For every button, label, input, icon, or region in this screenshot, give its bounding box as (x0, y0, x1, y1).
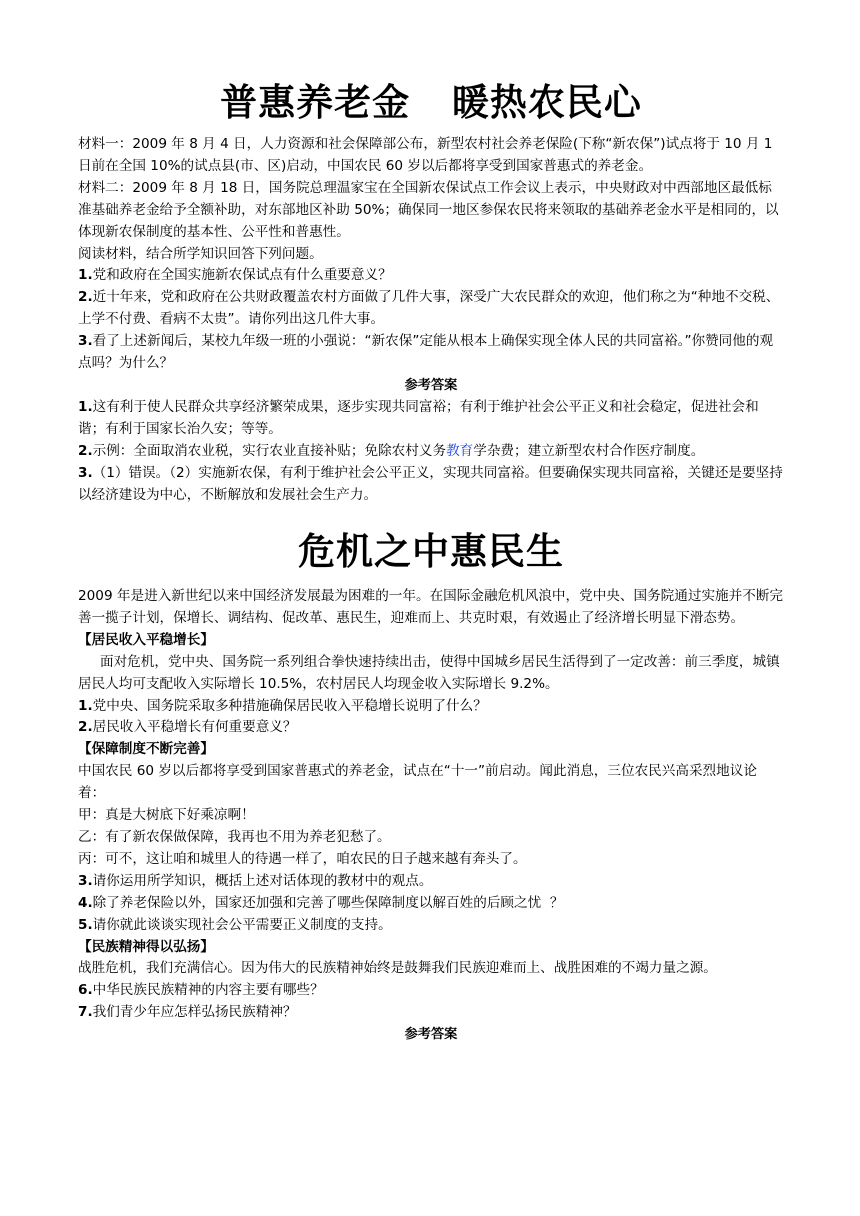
answer-number: 2. (78, 442, 93, 459)
question-text: 党中央、国务院采取多种措施确保居民收入平稳增长说明了什么？ (92, 697, 487, 714)
question-number: 4. (78, 894, 93, 911)
question-number: 2. (78, 289, 93, 306)
education-link[interactable]: 教育 (446, 442, 474, 459)
section1-title: 普惠养老金 暖热农民心 (220, 81, 642, 124)
answer-text: （1）错误。（2）实施新农保，有利于维护社会公平正义，实现共同富裕。但要确保实现共同富裕，关键还是要坚持以经济建设为中心，不断解放和发展社会生产力。 (78, 464, 783, 503)
question-number: 5. (78, 916, 93, 933)
question-text: 请你就此谈谈实现社会公平需要正义制度的支持。 (92, 916, 392, 933)
subheading-income: 【居民收入平稳增长】 (78, 631, 214, 648)
section2-body (78, 586, 784, 1046)
question-number: 1. (78, 697, 93, 714)
answer-number: 3. (78, 464, 93, 481)
question-text: 居民收入平稳增长有何重要意义？ (92, 719, 297, 736)
question-text: 除了养老保险以外，国家还加强和完善了哪些保障制度以解百姓的后顾之忧 ？ (92, 894, 564, 911)
question-2 (78, 717, 784, 739)
answer-3 (78, 463, 784, 507)
dialogue-line: 丙：可不，这让咱和城里人的待遇一样了，咱农民的日子越来越有奔头了。 (78, 850, 527, 867)
answer-text: 这有利于使人民群众共享经济繁荣成果，逐步实现共同富裕；有利于维护社会公平正义和社会稳定，促进社会和谐；有利于国家长治久安；等等。 (78, 398, 759, 437)
question-5 (78, 915, 784, 937)
question-3 (78, 871, 784, 893)
intro-paragraph: 2009 年是进入新世纪以来中国经济发展最为困难的一年。在国际金融危机风浪中，党中央、国务院通过实施并不断完善一揽子计划，保增长、调结构、促改革、惠民生，迎难而上、共克时艰，有效遏止了经济增长明显下滑态势。 (78, 588, 784, 626)
question-number: 1. (78, 267, 93, 284)
section2-title: 危机之中惠民生 (298, 530, 564, 573)
material-one: 材料一：2009 年 8 月 4 日，人力资源和社会保障部公布，新型农村社会养老保险(下称“新农保”)试点将于 10 月 1 日前在全国 10%的试点县(市、区)启动，中国农民 60 岁以后都将享受到国家普惠式的养老金。 (78, 136, 773, 174)
answer-1 (78, 397, 784, 441)
subheading-spirit: 【民族精神得以弘扬】 (78, 938, 214, 955)
security-paragraph: 中国农民 60 岁以后都将享受到国家普惠式的养老金，试点在“十一”前启动。闻此消息，三位农民兴高采烈地议论着： (78, 763, 757, 802)
question-text: 看了上述新闻后，某校九年级一班的小强说：“新农保”定能从根本上确保实现全体人民的共同富裕。”你赞同他的观点吗？为什么？ (78, 333, 774, 372)
question-1 (78, 265, 784, 287)
subheading-security: 【保障制度不断完善】 (78, 741, 214, 758)
answer-text: 示例：全面取消农业税，实行农业直接补贴；免除农村义务 (92, 442, 447, 459)
dialogue-line: 乙：有了新农保做保障，我再也不用为养老犯愁了。 (78, 828, 391, 845)
question-number: 3. (78, 333, 93, 350)
question-4 (78, 893, 784, 915)
question-number: 6. (78, 982, 93, 999)
question-number: 7. (78, 1004, 93, 1021)
instruction: 阅读材料，结合所学知识回答下列问题。 (78, 245, 323, 262)
question-7 (78, 1002, 784, 1024)
question-number: 3. (78, 872, 93, 889)
answer-heading: 参考答案 (404, 377, 458, 393)
answer-2 (78, 441, 784, 463)
income-paragraph: 面对危机，党中央、国务院一系列组合拳快速持续出击，使得中国城乡居民生活得到了一定改善：前三季度，城镇居民人均可支配收入实际增长 10.5%，农村居民人均现金收入实际增长 9.2%。 (78, 653, 780, 692)
question-6 (78, 980, 784, 1002)
material-two: 材料二：2009 年 8 月 18 日，国务院总理温家宝在全国新农保试点工作会议上表示，中央财政对中西部地区最低标准基础养老金给予全额补助，对东部地区补助 50%；确保同一地区参保农民将来领取的基础养老金水平是相同的，以体现新农保制度的基本性、公平性和普惠性。 (78, 179, 779, 240)
question-3 (78, 331, 784, 375)
question-2 (78, 287, 784, 331)
question-text: 请你运用所学知识，概括上述对话体现的教材中的观点。 (92, 872, 433, 889)
question-text: 我们青少年应怎样弘扬民族精神？ (92, 1004, 297, 1021)
question-number: 2. (78, 719, 93, 736)
spirit-paragraph: 战胜危机，我们充满信心。因为伟大的民族精神始终是鼓舞我们民族迎难而上、战胜困难的不竭力量之源。 (78, 960, 717, 977)
dialogue-line: 甲：真是大树底下好乘凉啊！ (78, 807, 255, 824)
answer-text: 学杂费；建立新型农村合作医疗制度。 (473, 442, 705, 459)
question-text: 中华民族民族精神的内容主要有哪些？ (92, 982, 324, 999)
answer-number: 1. (78, 398, 93, 415)
question-1 (78, 696, 784, 718)
section1-body (78, 134, 784, 506)
answer-heading: 参考答案 (404, 1027, 458, 1043)
question-text: 近十年来，党和政府在公共财政覆盖农村方面做了几件大事，深受广大农民群众的欢迎，他们称之为“种地不交税、上学不付费、看病不太贵”。请你列出这几件大事。 (78, 289, 780, 328)
question-text: 党和政府在全国实施新农保试点有什么重要意义？ (92, 267, 392, 284)
